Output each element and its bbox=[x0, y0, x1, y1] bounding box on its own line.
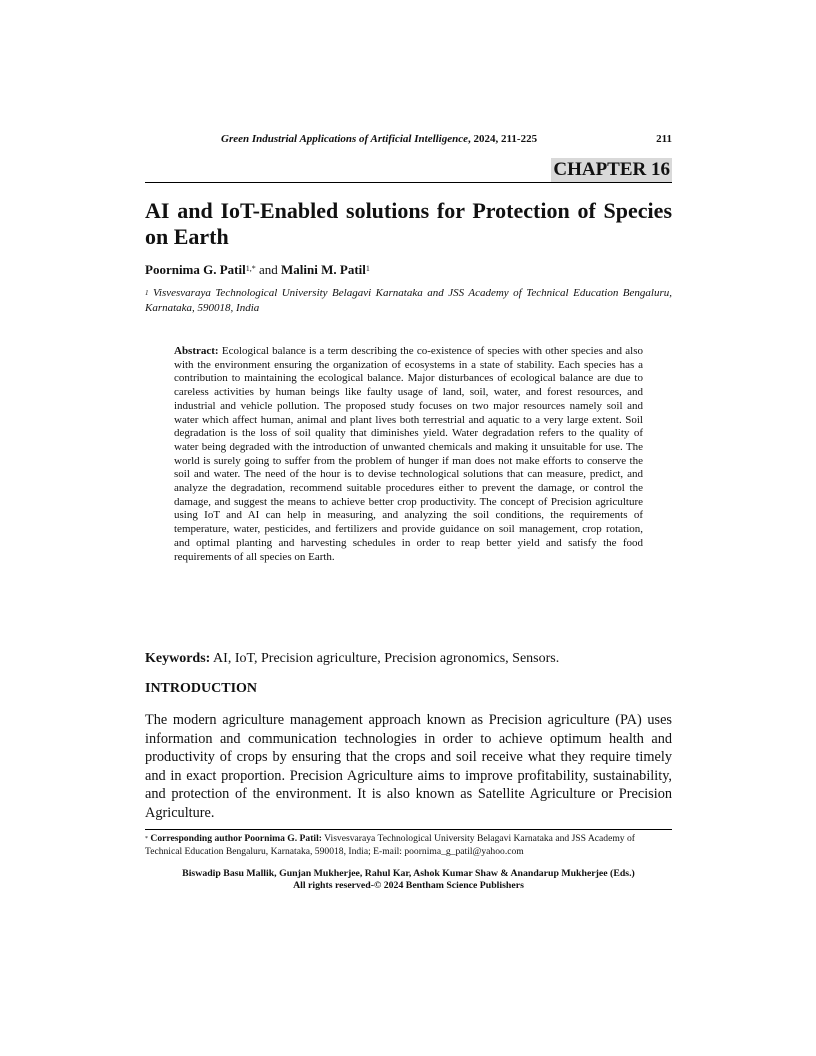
keywords bbox=[145, 650, 672, 668]
keywords-label: Keywords: bbox=[145, 651, 211, 666]
author-conjunction: and bbox=[255, 262, 282, 277]
author-affiliation-marker: 1 bbox=[365, 264, 370, 273]
paper-title: AI and IoT-Enabled solutions for Protection of Species on Earth bbox=[145, 198, 672, 249]
footnote-divider bbox=[145, 829, 672, 830]
abstract bbox=[174, 345, 643, 564]
page-number: 211 bbox=[656, 133, 672, 145]
editors-line: Biswadip Basu Mallik, Gunjan Mukherjee, Rahul Kar, Ashok Kumar Shaw & Anandarup Mukherjee (Eds.) bbox=[182, 868, 635, 879]
footnote-label: Corresponding author Poornima G. Patil: bbox=[148, 833, 322, 844]
affiliation bbox=[145, 286, 672, 316]
journal-title: Green Industrial Applications of Artificial Intelligence bbox=[221, 133, 469, 145]
author-name: Poornima G. Patil bbox=[145, 262, 246, 277]
journal-citation: , 2024, 211-225 bbox=[468, 133, 538, 145]
chapter-label: CHAPTER 16 bbox=[553, 159, 670, 180]
abstract-text: Ecological balance is a term describing the co-existence of species with other species and also with the environment ensuring the organization of ecosystems in a state of stability. Each species has a contribution to maintaining the ecological balance. Major disturbances of ecological balance are due to careless activities by human beings like faulty usage of land, soil, water, and forest resources, and industrial and vehicle pollution. The proposed study focuses on two major resources namely soil and water which affect human, animal and plant lives both terrestrial and aquatic to a very large extent. Soil degradation is the loss of soil quality that diminishes yield. Water degradation refers to the quality of water being degraded with the introduction of unwanted chemicals and making it unsuitable for use. The world is surely going to suffer from the problem of hunger if man does not make efforts to conserve the soil and water. The need of the hour is to devise technological solutions that can measure, predict, and analyze the degradation, recommend suitable procedures either to prevent the damage, or control the damage, and suggest the means to achieve better crop productivity. The concept of Precision agriculture using IoT and AI can help in measuring, and analyzing the soil conditions, the requirements of temperature, water, pesticides, and fertilizers and provide guidance on soil management, crop rotation, and optimal planting and harvesting schedules in order to reap better yield and satisfy the food requirements of all species on Earth. bbox=[174, 345, 643, 563]
author-affiliation-marker: 1,* bbox=[245, 264, 256, 273]
introduction-paragraph: The modern agriculture management approach known as Precision agriculture (PA) uses information and communication technologies in order to achieve optimum health and productivity of crops by ensuring that the crops and soil receive what they require timely and in exact proportion. Precision Agriculture aims to improve profitability, sustainability, and protection of the environment. It is also known as Satellite Agriculture or Precision Agriculture. bbox=[145, 712, 672, 821]
footnote-marker: * bbox=[145, 836, 148, 842]
author-list bbox=[145, 261, 672, 278]
affiliation-text: Visvesvaraya Technological University Belagavi Karnataka and JSS Academy of Technical Education Bengaluru, Karnataka, 590018, India bbox=[145, 287, 672, 314]
footnote-text: Visvesvaraya Technological University Belagavi Karnataka and JSS Academy of Technical Education Bengaluru, Karnataka, 590018, India; E-mail: poornima_g_patil@yahoo.com bbox=[145, 833, 635, 857]
copyright-line: All rights reserved-© 2024 Bentham Science Publishers bbox=[293, 880, 524, 891]
author-name: Malini M. Patil bbox=[281, 262, 366, 277]
affiliation-marker: 1 bbox=[145, 289, 149, 297]
chapter-divider bbox=[145, 182, 672, 183]
footnote bbox=[145, 833, 672, 858]
publisher-info bbox=[145, 868, 672, 892]
abstract-label: Abstract: bbox=[174, 345, 219, 357]
running-head-journal bbox=[221, 132, 537, 146]
section-heading-introduction: INTRODUCTION bbox=[145, 681, 258, 696]
paper-page bbox=[145, 0, 672, 1056]
keywords-text: AI, IoT, Precision agriculture, Precision agronomics, Sensors. bbox=[210, 651, 560, 666]
